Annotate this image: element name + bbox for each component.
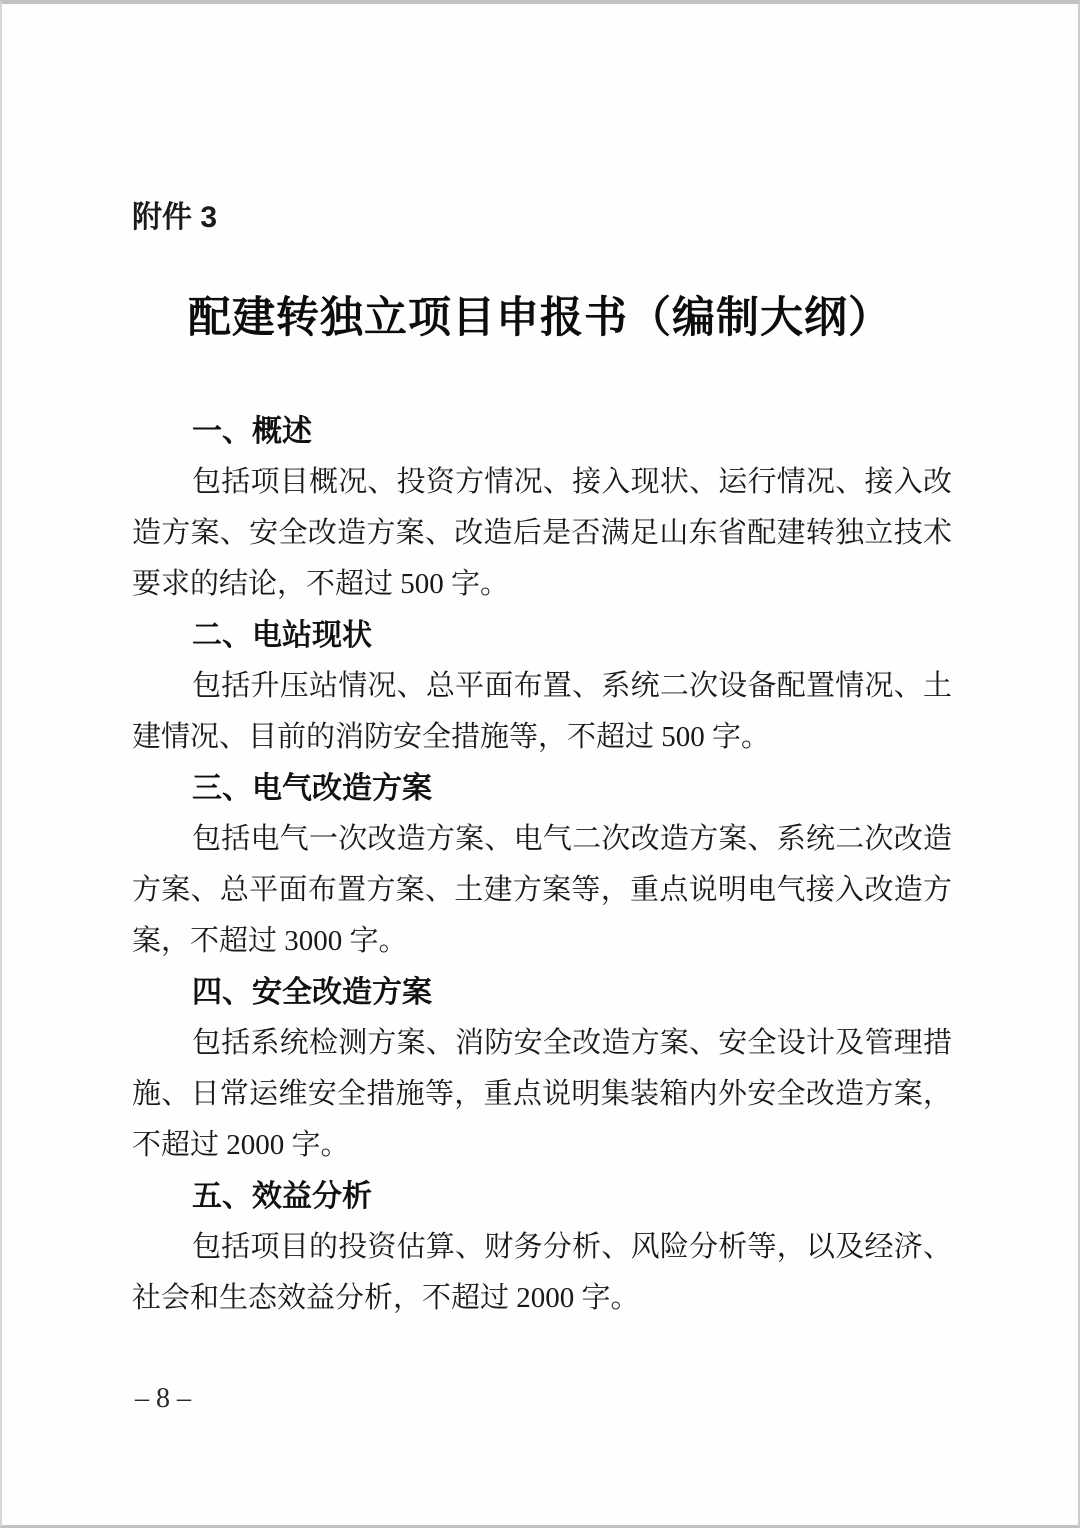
section-paragraph: 包括项目的投资估算、财务分析、风险分析等，以及经济、社会和生态效益分析，不超过 2000 字。 [132, 1231, 952, 1314]
section-station-status [132, 610, 952, 763]
section-benefit-analysis [132, 1171, 952, 1324]
section-paragraph: 包括升压站情况、总平面布置、系统二次设备配置情况、土建情况、目前的消防安全措施等，不超过 500 字。 [132, 670, 952, 753]
section-heading: 二、电站现状 [192, 619, 372, 652]
section-paragraph: 包括项目概况、投资方情况、接入现状、运行情况、接入改造方案、安全改造方案、改造后是否满足山东省配建转独立技术要求的结论，不超过 500 字。 [132, 466, 952, 600]
section-heading: 四、安全改造方案 [192, 976, 432, 1009]
attachment-label: 附件 3 [132, 201, 218, 234]
section-heading: 一、概述 [192, 415, 312, 448]
section-electrical-renovation [132, 763, 952, 967]
section-heading: 三、电气改造方案 [192, 772, 432, 805]
document-title: 配建转独立项目申报书（编制大纲） [188, 295, 892, 342]
page-number: – 8 – [135, 1383, 191, 1414]
section-overview [132, 406, 952, 610]
section-paragraph: 包括系统检测方案、消防安全改造方案、安全设计及管理措施、日常运维安全措施等，重点说明集装箱内外安全改造方案，不超过 2000 字。 [132, 1027, 952, 1161]
section-heading: 五、效益分析 [192, 1180, 372, 1213]
section-safety-renovation [132, 967, 952, 1171]
section-paragraph: 包括电气一次改造方案、电气二次改造方案、系统二次改造方案、总平面布置方案、土建方案等，重点说明电气接入改造方案，不超过 3000 字。 [132, 823, 952, 957]
document-content [132, 406, 952, 1324]
